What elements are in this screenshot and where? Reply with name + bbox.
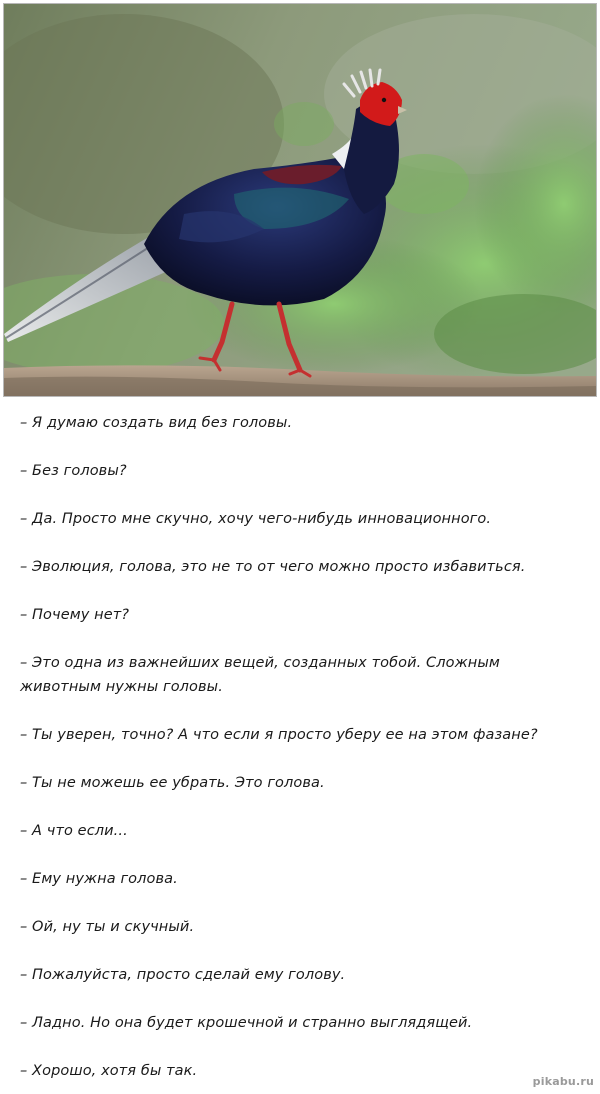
dialogue-line: – Хорошо, хотя бы так. [20,1063,198,1079]
dialogue-line: – А что если... [20,823,128,839]
dialogue-line: – Ты уверен, точно? А что если я просто уберу ее на этом фазане? [20,727,538,743]
pheasant-illustration [4,4,597,397]
pheasant-photo [3,3,597,397]
dialogue-line: – Ой, ну ты и скучный. [20,919,195,935]
dialogue-line: – Пожалуйста, просто сделай ему голову. [20,967,346,983]
dialogue-line: – Ладно. Но она будет крошечной и странно выглядящей. [20,1015,473,1031]
watermark: pikabu.ru [532,1075,594,1088]
dialogue-line: – Ему нужна голова. [20,871,178,887]
dialogue-line: – Эволюция, голова, это не то от чего можно просто избавиться. [20,559,526,575]
dialogue-line: – Это одна из важнейших вещей, созданных тобой. Сложным животным нужны головы. [20,655,500,695]
dialogue-line: – Почему нет? [20,607,130,623]
dialogue-line: – Да. Просто мне скучно, хочу чего-нибудь инновационного. [20,511,492,527]
dialogue-line: – Без головы? [20,463,127,479]
dialogue-line: – Я думаю создать вид без головы. [20,415,293,431]
dialogue-line: – Ты не можешь ее убрать. Это голова. [20,775,325,791]
